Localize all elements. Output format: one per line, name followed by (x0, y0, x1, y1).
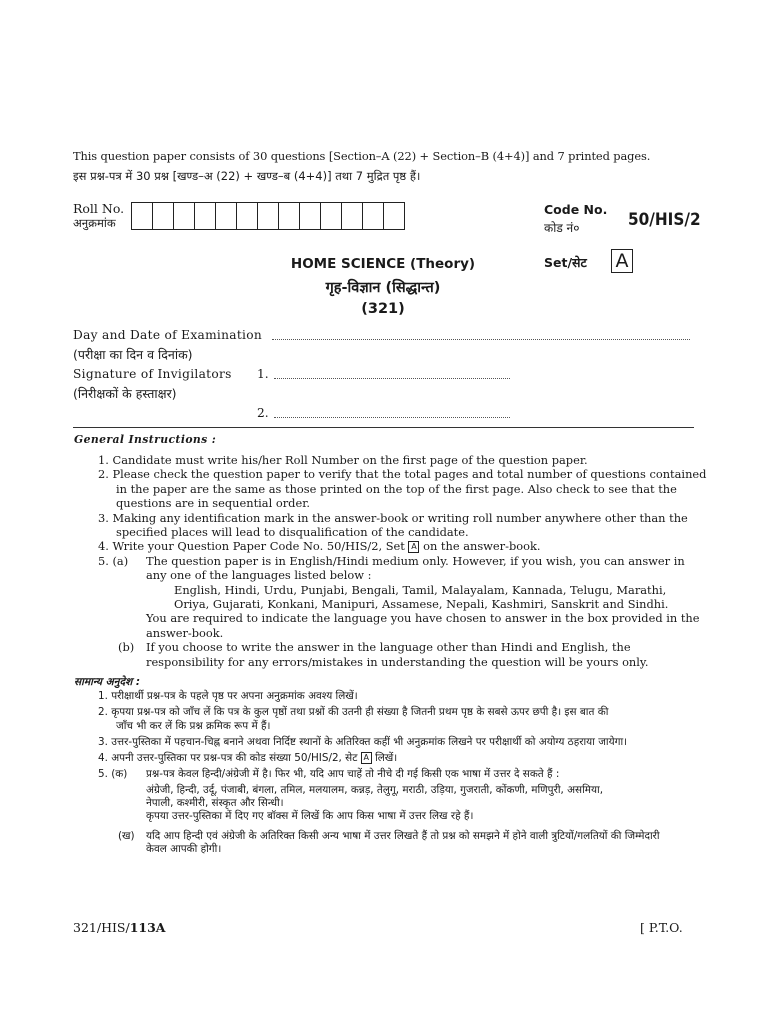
roll-number-boxes[interactable] (131, 202, 405, 230)
hindi-instruction-2a: 2. कृपया प्रश्न-पत्र को जाँच लें कि पत्र के कुल पृष्ठों तथा प्रश्नों की उतनी ही संख्या है जितनी प्रथम पृष्ठ के सबसे ऊपर छपी है। इस बात की (98, 706, 609, 719)
code-label-hi: कोड नं० (544, 221, 580, 235)
exam-date-label-en: Day and Date of Examination (73, 328, 263, 342)
roll-label-hi: अनुक्रमांक (73, 216, 116, 230)
subject-title-en: HOME SCIENCE (Theory) (290, 256, 476, 272)
instruction-3a: 3. Making any identification mark in the answer-book or writing roll number anywhere other than the (98, 510, 688, 525)
exam-date-label-hi: (परीक्षा का दिन व दिनांक) (73, 347, 193, 362)
hindi-instruction-5b: (ख) यदि आप हिन्दी एवं अंग्रेजी के अतिरिक्त किसी अन्य भाषा में उत्तर लिखते हैं तो प्रश्न को समझने में होने वाली त्रुटियों/गलतियों की जिम्मेदारी (118, 829, 660, 842)
footer-paper-code: 321/HIS/113A (73, 920, 166, 935)
header-hindi-line: इस प्रश्न-पत्र में 30 प्रश्न [खण्ड–अ (22) + खण्ड–ब (4+4)] तथा 7 मुद्रित पृष्ठ हैं। (73, 169, 421, 183)
divider (73, 427, 694, 428)
language-list-2: Oriya, Gujarati, Konkani, Manipuri, Assamese, Nepali, Kashmiri, Sanskrit and Sindhi. (174, 597, 669, 612)
set-box-small: A (408, 541, 419, 553)
subject-title-hi: गृह-विज्ञान (सिद्धान्त) (325, 280, 441, 296)
instruction-2c: questions are in sequential order. (116, 496, 311, 511)
hindi-instruction-2b: जाँच भी कर लें कि प्रश्न क्रमिक रूप में हैं। (116, 719, 271, 732)
roll-label-en: Roll No. (73, 201, 125, 216)
instruction-5b: (b) If you choose to write the answer in the language other than Hindi and English, the (118, 640, 631, 655)
invigilator-1-number: 1. (257, 367, 269, 381)
instruction-4: 4. Write your Question Paper Code No. 50/HIS/2, Set A on the answer-book. (98, 539, 541, 554)
hindi-language-list-1: अंग्रेजी, हिन्दी, उर्दू, पंजाबी, बंगला, तमिल, मलयालम, कन्नड़, तेलुगू, मराठी, उड़िया, गुजराती, कोंकणी, मणिपुरी, असमिया, (146, 783, 604, 796)
invigilator-1-line[interactable] (274, 378, 510, 379)
header-english-line: This question paper consists of 30 questions [Section–A (22) + Section–B (4+4)] and 7 printed pages. (73, 149, 651, 163)
hindi-instruction-1: 1. परीक्षार्थी प्रश्न-पत्र के पहले पृष्ठ पर अपना अनुक्रमांक अवश्य लिखें। (98, 690, 358, 702)
set-label: Set/सेट (544, 255, 587, 270)
subject-code: (321) (361, 301, 405, 317)
instruction-5a-line2: any one of the languages listed below : (146, 568, 372, 583)
hindi-instructions-list (98, 690, 698, 856)
set-box: A (611, 249, 633, 273)
invigilator-2-number: 2. (257, 406, 269, 420)
instruction-2a: 2. Please check the question paper to verify that the total pages and total number of questions contained (98, 467, 707, 482)
invigilator-label-en: Signature of Invigilators (73, 367, 232, 381)
instruction-3b: specified places will lead to disqualification of the candidate. (116, 525, 469, 540)
invigilator-2-line[interactable] (274, 417, 510, 418)
code-label-en: Code No. (544, 202, 608, 217)
language-list-1: English, Hindi, Urdu, Punjabi, Bengali, Tamil, Malayalam, Kannada, Telugu, Marathi, (174, 582, 667, 597)
hindi-instructions-heading: सामान्य अनुदेश : (74, 676, 141, 688)
instruction-5a-line5: You are required to indicate the language you have chosen to answer in the box provided in the (146, 611, 700, 626)
code-value: 50/HIS/2 (628, 210, 701, 230)
invigilator-label-hi: (निरीक्षकों के हस्ताक्षर) (73, 386, 177, 401)
instruction-5a-line6: answer-book. (146, 625, 224, 640)
instruction-1: 1. Candidate must write his/her Roll Number on the first page of the question paper. (98, 453, 588, 467)
hindi-instruction-4: 4. अपनी उत्तर-पुस्तिका पर प्रश्न-पत्र की कोड संख्या 50/HIS/2, सेट A लिखें। (98, 752, 398, 765)
instruction-2b: in the paper are the same as those printed on the top of the first page. Also check to see that the (116, 481, 677, 496)
hindi-instruction-5a-line4: कृपया उत्तर-पुस्तिका में दिए गए बॉक्स में लिखें कि आप किस भाषा में उत्तर लिख रहे हैं। (146, 810, 474, 823)
general-instructions-heading: General Instructions : (74, 433, 217, 446)
hindi-language-list-2: नेपाली, कश्मीरी, संस्कृत और सिन्धी। (146, 797, 284, 810)
general-instructions-list (98, 453, 707, 669)
hindi-instruction-5a: 5. (क) प्रश्न-पत्र केवल हिन्दी/अंग्रेजी में है। फिर भी, यदि आप चाहें तो नीचे दी गई किसी एक भाषा में उत्तर दे सकते हैं : (98, 768, 560, 781)
set-box-small-hi: A (361, 752, 372, 764)
instruction-5a: 5. (a) The question paper is in English/Hindi medium only. However, if you wish, you can answer in (98, 553, 685, 568)
footer-pto: [ P.T.O. (640, 920, 683, 935)
hindi-instruction-3: 3. उत्तर-पुस्तिका में पहचान-चिह्न बनाने अथवा निर्दिष्ट स्थानों के अतिरिक्त कहीं भी अनुक्रमांक लिखने पर परीक्षार्थी को अयोग्य ठहराया जायेगा। (98, 735, 628, 748)
exam-date-line[interactable] (272, 339, 690, 340)
instruction-5b-line2: responsibility for any errors/mistakes in understanding the question will be yours only. (146, 654, 649, 669)
hindi-instruction-5b-line2: केवल आपकी होगी। (146, 842, 222, 855)
